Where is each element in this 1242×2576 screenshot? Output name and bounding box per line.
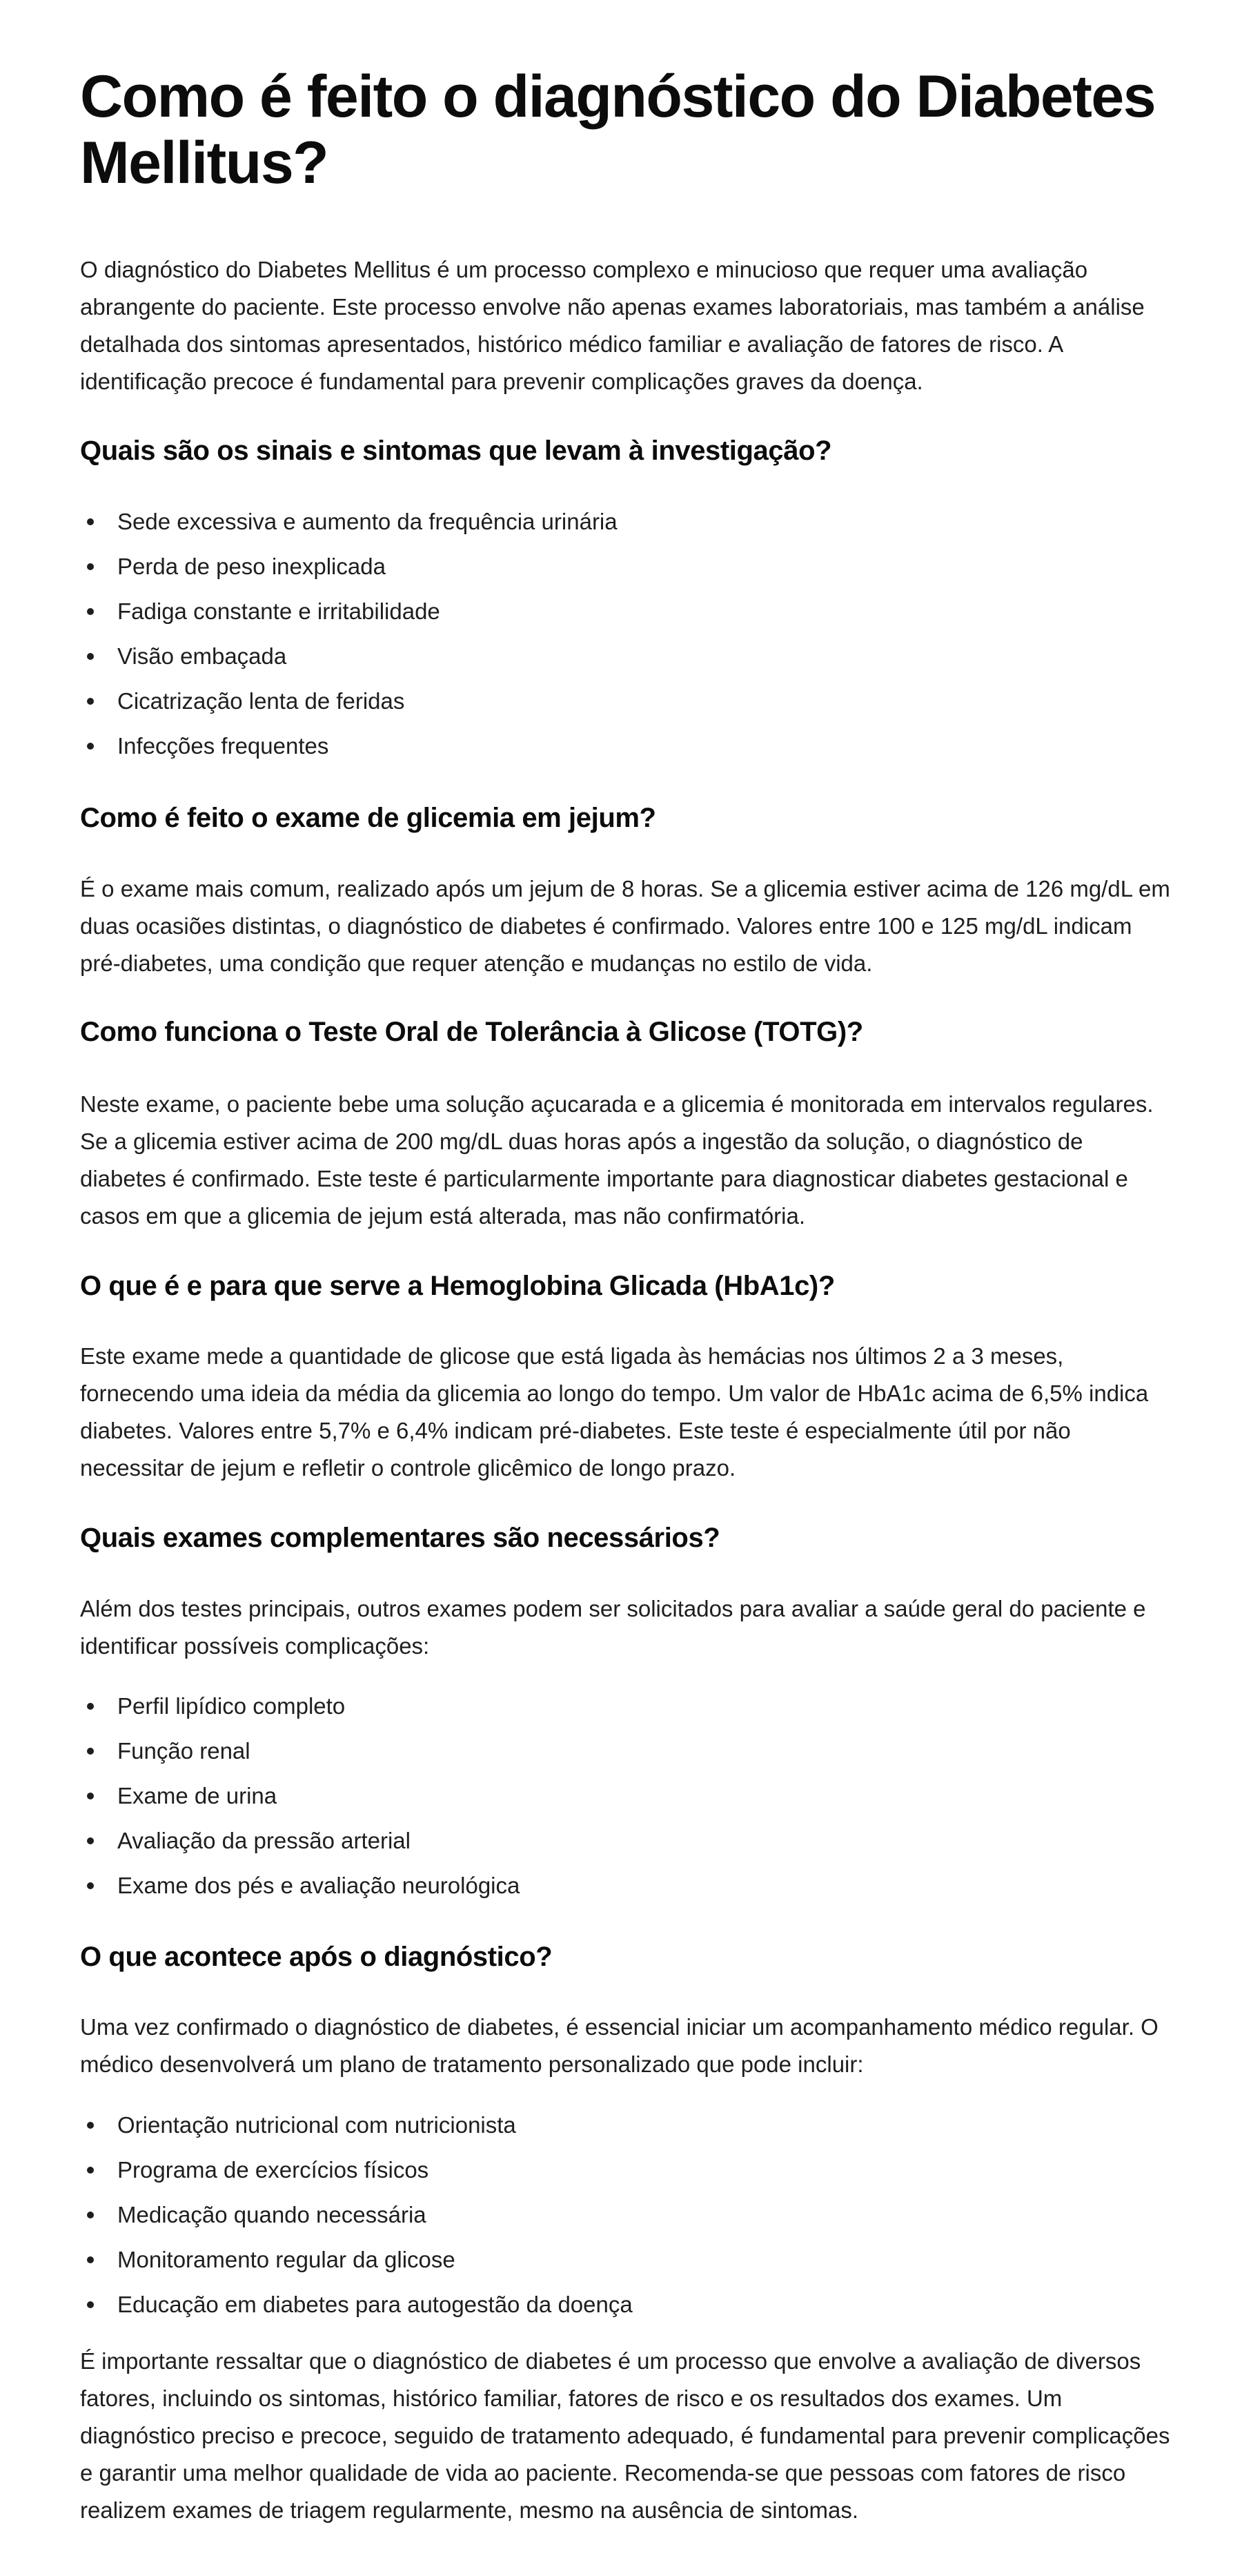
page-title: Como é feito o diagnóstico do Diabetes Mellitus? <box>80 64 1156 196</box>
list-item: Exame de urina <box>80 1773 1170 1818</box>
section-heading-totg: Como funciona o Teste Oral de Tolerância à Glicose (TOTG)? <box>80 1017 863 1047</box>
conclusion-paragraph: É importante ressaltar que o diagnóstico de diabetes é um processo que envolve a avaliação de diversos fatores, incluindo os sintomas, histórico familiar, fatores de risco e os resultados dos exames. Um diagnóstico preciso e precoce, seguido de tratamento adequado, é fundamental para prevenir complicações e garantir uma melhor qualidade de vida ao paciente. Recomenda-se que pessoas com fatores de risco realizem exames de triagem regularmente, mesmo na ausência de sintomas. <box>80 2348 1170 2523</box>
list-item: Educação em diabetes para autogestão da doença <box>80 2282 1170 2327</box>
list-item: Função renal <box>80 1728 1170 1773</box>
symptoms-list <box>80 499 1170 768</box>
list-item: Infecções frequentes <box>80 723 1170 768</box>
list-item: Visão embaçada <box>80 634 1170 679</box>
section-heading-after-diagnosis: O que acontece após o diagnóstico? <box>80 1942 553 1972</box>
complementary-exams-list <box>80 1684 1170 1908</box>
complementary-exams-paragraph: Além dos testes principais, outros exames podem ser solicitados para avaliar a saúde geral do paciente e identificar possíveis complicações: <box>80 1596 1146 1659</box>
list-item: Avaliação da pressão arterial <box>80 1818 1170 1863</box>
list-item: Medicação quando necessária <box>80 2192 1170 2237</box>
section-heading-symptoms: Quais são os sinais e sintomas que levam à investigação? <box>80 436 832 466</box>
totg-paragraph: Neste exame, o paciente bebe uma solução açucarada e a glicemia é monitorada em intervalos regulares. Se a glicemia estiver acima de 200 mg/dL duas horas após a ingestão da solução, o diagnóstico de diabetes é confirmado. Este teste é particularmente importante para diagnosticar diabetes gestacional e casos em que a glicemia de jejum está alterada, mas não confirmatória. <box>80 1091 1154 1229</box>
list-item: Cicatrização lenta de feridas <box>80 679 1170 723</box>
treatment-plan-list <box>80 2102 1170 2327</box>
list-item: Exame dos pés e avaliação neurológica <box>80 1863 1170 1908</box>
section-heading-fasting-glucose: Como é feito o exame de glicemia em jejum? <box>80 803 656 833</box>
list-item: Programa de exercícios físicos <box>80 2147 1170 2192</box>
list-item: Fadiga constante e irritabilidade <box>80 589 1170 634</box>
list-item: Sede excessiva e aumento da frequência urinária <box>80 499 1170 544</box>
list-item: Orientação nutricional com nutricionista <box>80 2102 1170 2147</box>
fasting-glucose-paragraph: É o exame mais comum, realizado após um jejum de 8 horas. Se a glicemia estiver acima de 126 mg/dL em duas ocasiões distintas, o diagnóstico de diabetes é confirmado. Valores entre 100 e 125 mg/dL indicam pré-diabetes, uma condição que requer atenção e mudanças no estilo de vida. <box>80 876 1170 976</box>
list-item: Perda de peso inexplicada <box>80 544 1170 589</box>
intro-paragraph: O diagnóstico do Diabetes Mellitus é um processo complexo e minucioso que requer uma avaliação abrangente do paciente. Este processo envolve não apenas exames laboratoriais, mas também a análise detalhada dos sintomas apresentados, histórico médico familiar e avaliação de fatores de risco. A identificação precoce é fundamental para prevenir complicações graves da doença. <box>80 257 1145 394</box>
hba1c-paragraph: Este exame mede a quantidade de glicose que está ligada às hemácias nos últimos 2 a 3 meses, fornecendo uma ideia da média da glicemia ao longo do tempo. Um valor de HbA1c acima de 6,5% indica diabetes. Valores entre 5,7% e 6,4% indicam pré-diabetes. Este teste é especialmente útil por não necessitar de jejum e refletir o controle glicêmico de longo prazo. <box>80 1343 1149 1481</box>
list-item: Monitoramento regular da glicose <box>80 2237 1170 2282</box>
section-heading-hba1c: O que é e para que serve a Hemoglobina Glicada (HbA1c)? <box>80 1271 835 1301</box>
section-heading-complementary-exams: Quais exames complementares são necessários? <box>80 1523 720 1553</box>
after-diagnosis-paragraph: Uma vez confirmado o diagnóstico de diabetes, é essencial iniciar um acompanhamento médico regular. O médico desenvolverá um plano de tratamento personalizado que pode incluir: <box>80 2014 1159 2077</box>
list-item: Perfil lipídico completo <box>80 1684 1170 1728</box>
